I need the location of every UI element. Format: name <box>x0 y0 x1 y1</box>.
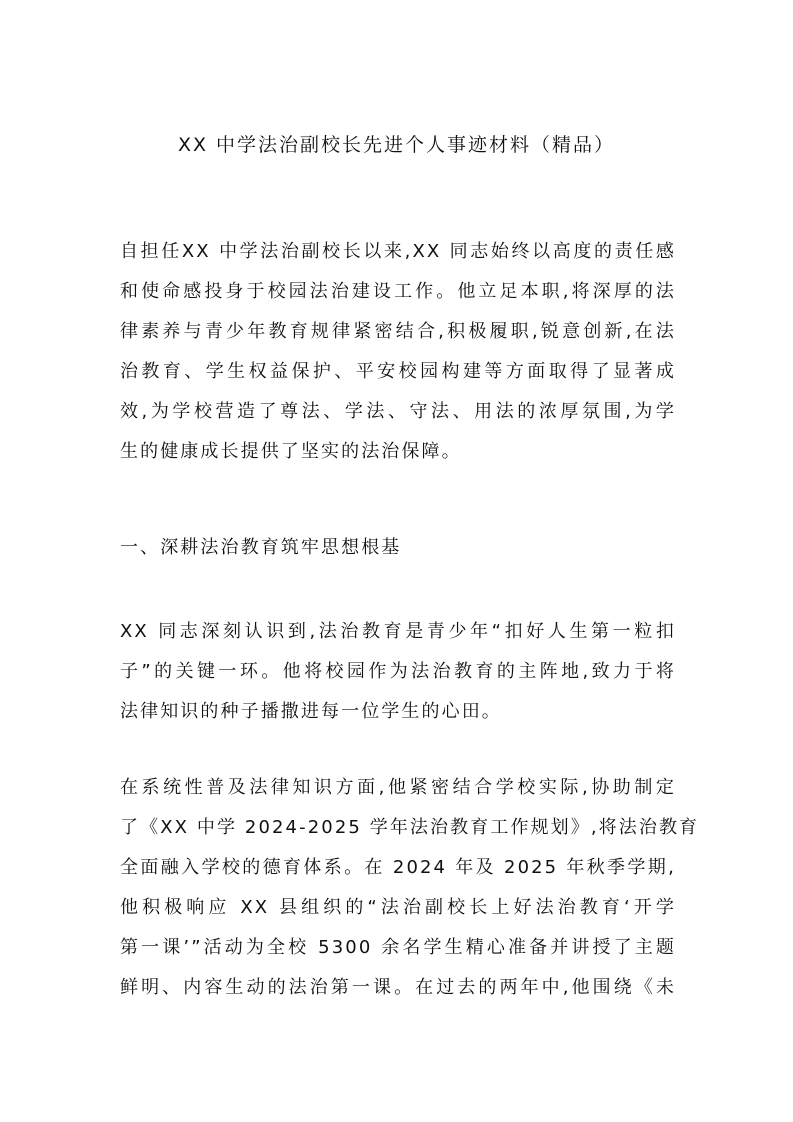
paragraph-line: 生的健康成长提供了坚实的法治保障。 <box>120 441 462 462</box>
paragraph-line: 在系统性普及法律知识方面,他紧密结合学校实际,协助制定 <box>120 777 676 798</box>
paragraph-line: 鲜明、内容生动的法治第一课。在过去的两年中,他围绕《未 <box>120 977 676 998</box>
paragraph-line: 治教育、学生权益保护、平安校园构建等方面取得了显著成 <box>120 361 676 382</box>
paragraph-line: 全面融入学校的德育体系。在 2024 年及 2025 年秋季学期, <box>120 857 676 878</box>
paragraph-line: 了《XX 中学 2024-2025 学年法治教育工作规划》,将法治教育 <box>120 817 700 838</box>
section-heading: 一、深耕法治教育筑牢思想根基 <box>120 537 402 558</box>
intro-paragraph <box>120 232 676 472</box>
paragraph-line: 法律知识的种子播撒进每一位学生的心田。 <box>120 701 502 722</box>
paragraph-line: 自担任XX 中学法治副校长以来,XX 同志始终以高度的责任感 <box>120 241 676 262</box>
paragraph-line: 他积极响应 XX 县组织的“法治副校长上好法治教育‘开学 <box>120 897 676 918</box>
document-title: XX 中学法治副校长先进个人事迹材料（精品） <box>177 134 616 156</box>
paragraph-line: XX 同志深刻认识到,法治教育是青少年“扣好人生第一粒扣 <box>120 621 676 642</box>
paragraph-line: 子”的关键一环。他将校园作为法治教育的主阵地,致力于将 <box>120 661 676 682</box>
paragraph-line: 第一课’”活动为全校 5300 余名学生精心准备并讲授了主题 <box>120 937 676 958</box>
paragraph-line: 效,为学校营造了尊法、学法、守法、用法的浓厚氛围,为学 <box>120 401 676 422</box>
section-paragraph-2 <box>120 768 700 1008</box>
paragraph-line: 律素养与青少年教育规律紧密结合,积极履职,锐意创新,在法 <box>120 321 676 342</box>
section-paragraph-1 <box>120 612 676 732</box>
paragraph-line: 和使命感投身于校园法治建设工作。他立足本职,将深厚的法 <box>120 281 676 302</box>
